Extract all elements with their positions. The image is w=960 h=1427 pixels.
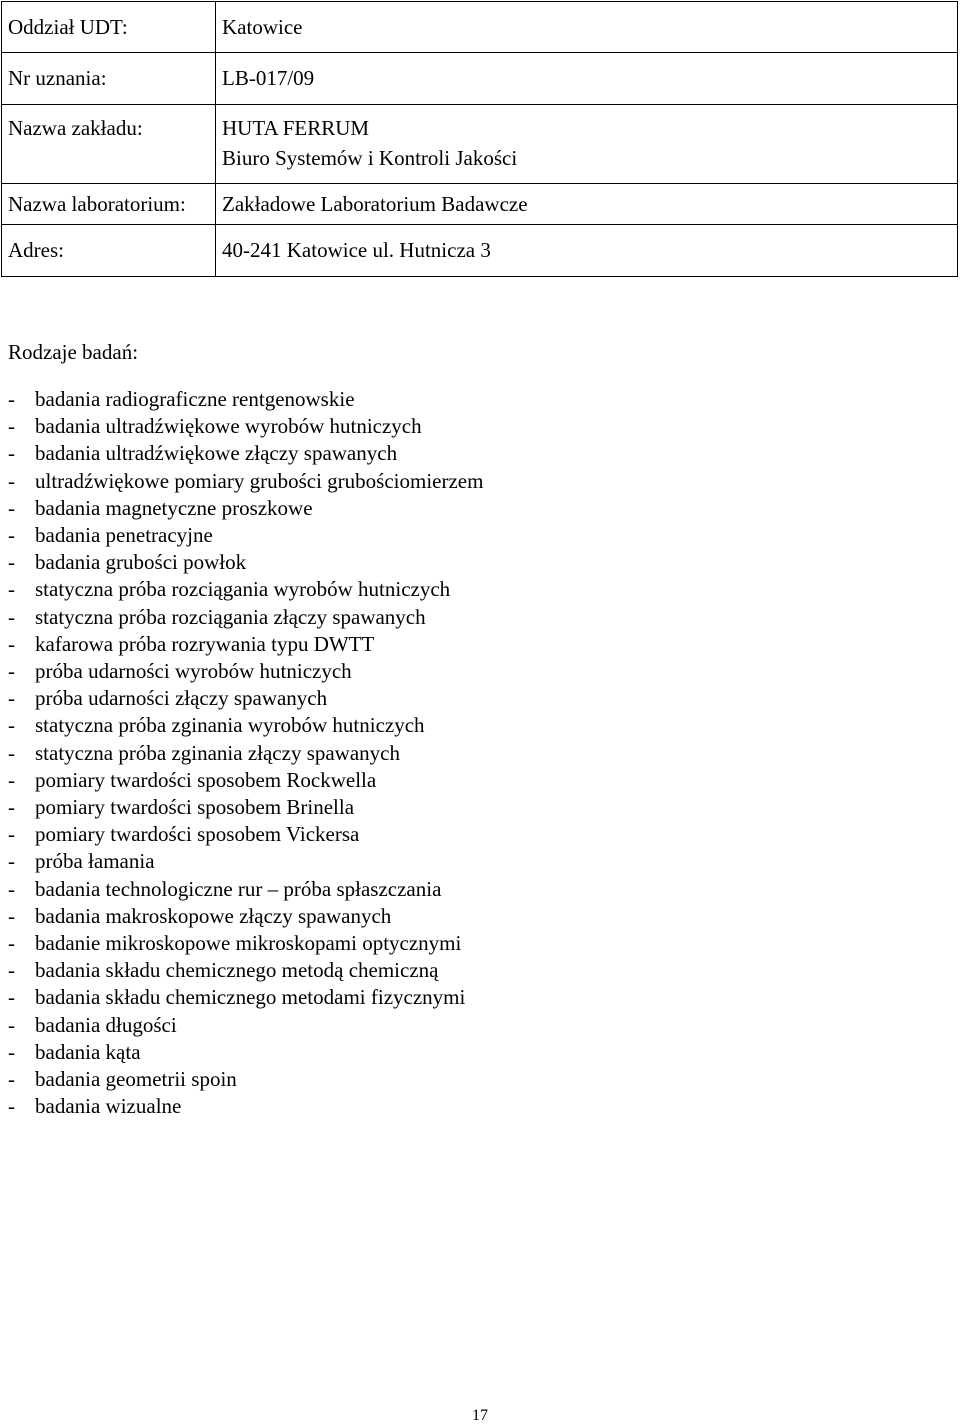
list-bullet: -	[8, 441, 15, 466]
section-title: Rodzaje badań:	[8, 340, 139, 364]
value-nr-uznania: LB-017/09	[216, 53, 958, 105]
list-item-text: badania radiograficzne rentgenowskie	[35, 387, 355, 411]
page-number: 17	[472, 1407, 488, 1424]
list-item	[8, 876, 483, 903]
list-bullet: -	[8, 903, 15, 928]
value-nazwa-zakladu: HUTA FERRUM	[216, 105, 958, 145]
list-item-text: pomiary twardości sposobem Brinella	[35, 795, 355, 820]
list-item	[8, 848, 483, 875]
list-item	[8, 1039, 483, 1066]
list-bullet: -	[8, 1067, 15, 1092]
list-bullet: -	[8, 713, 15, 738]
list-item-text: badania ultradźwiękowe złączy spawanych	[35, 441, 398, 466]
list-item-text: badania makroskopowe złączy spawanych	[35, 903, 392, 928]
list-item	[8, 903, 483, 930]
list-item	[8, 984, 483, 1011]
list-item-text: próba udarności złączy spawanych	[35, 686, 328, 711]
list-bullet: -	[8, 958, 15, 983]
list-item	[8, 386, 483, 413]
list-item-text: badania technologiczne rur – próba spłaszczania	[35, 876, 442, 901]
list-bullet: -	[8, 468, 15, 493]
row-nr-uznania	[2, 53, 958, 105]
label-nazwa-zakladu: Nazwa zakładu:	[2, 105, 216, 145]
list-item	[8, 495, 483, 522]
list-item	[8, 658, 483, 685]
list-item-text: kafarowa próba rozrywania typu DWTT	[35, 631, 375, 656]
list-item-text: statyczna próba rozciągania wyrobów hutniczych	[35, 577, 451, 602]
list-item-text: próba udarności wyrobów hutniczych	[35, 659, 352, 684]
list-item-text: pomiary twardości sposobem Rockwella	[35, 767, 377, 792]
label-empty	[2, 144, 216, 184]
list-bullet: -	[8, 523, 15, 548]
list-item-text: badania składu chemicznego metodami fizycznymi	[35, 985, 466, 1010]
row-nazwa-zakladu	[2, 105, 958, 145]
list-item-text: badania wizualne	[35, 1094, 182, 1119]
list-bullet: -	[8, 822, 15, 847]
list-item	[8, 685, 483, 712]
list-item	[8, 468, 483, 495]
list-bullet: -	[8, 767, 15, 792]
list-bullet: -	[8, 1039, 15, 1064]
list-item	[8, 794, 483, 821]
list-bullet: -	[8, 387, 15, 411]
list-item	[8, 413, 483, 440]
tests-list	[8, 386, 483, 1120]
list-item-text: badania długości	[35, 1012, 177, 1037]
list-item-text: badania magnetyczne proszkowe	[35, 495, 313, 520]
list-bullet: -	[8, 631, 15, 656]
info-table	[1, 1, 958, 277]
list-bullet: -	[8, 1012, 15, 1037]
list-item-text: badania ultradźwiękowe wyrobów hutniczych	[35, 414, 422, 439]
list-item	[8, 631, 483, 658]
row-nazwa-zakladu-cont	[2, 144, 958, 184]
list-bullet: -	[8, 849, 15, 874]
value-oddzial: Katowice	[216, 2, 958, 53]
list-item-text: statyczna próba zginania złączy spawanych	[35, 740, 400, 765]
list-item	[8, 549, 483, 576]
list-bullet: -	[8, 740, 15, 765]
list-bullet: -	[8, 795, 15, 820]
list-item	[8, 930, 483, 957]
list-item	[8, 821, 483, 848]
list-item	[8, 740, 483, 767]
list-item	[8, 957, 483, 984]
label-adres: Adres:	[2, 225, 216, 277]
list-item	[8, 1066, 483, 1093]
value-nazwa-zakladu-2: Biuro Systemów i Kontroli Jakości	[216, 144, 958, 184]
list-item	[8, 440, 483, 467]
list-item-text: badania grubości powłok	[35, 550, 247, 575]
list-bullet: -	[8, 876, 15, 901]
list-item-text: badania kąta	[35, 1039, 141, 1064]
list-bullet: -	[8, 604, 15, 629]
row-oddzial	[2, 2, 958, 53]
list-bullet: -	[8, 1094, 15, 1119]
label-nr-uznania: Nr uznania:	[2, 53, 216, 105]
list-bullet: -	[8, 577, 15, 602]
list-item-text: statyczna próba zginania wyrobów hutniczych	[35, 713, 425, 738]
row-adres	[2, 225, 958, 277]
list-item	[8, 712, 483, 739]
list-item-text: próba łamania	[35, 849, 155, 874]
list-bullet: -	[8, 931, 15, 956]
list-item	[8, 767, 483, 794]
list-item	[8, 1093, 483, 1120]
list-bullet: -	[8, 686, 15, 711]
list-item	[8, 522, 483, 549]
list-item-text: badania geometrii spoin	[35, 1067, 237, 1092]
list-bullet: -	[8, 985, 15, 1010]
list-item-text: badania penetracyjne	[35, 523, 213, 548]
label-nazwa-laboratorium: Nazwa laboratorium:	[2, 184, 216, 225]
label-oddzial: Oddział UDT:	[2, 2, 216, 53]
list-item	[8, 1012, 483, 1039]
list-bullet: -	[8, 495, 15, 520]
list-bullet: -	[8, 659, 15, 684]
list-bullet: -	[8, 414, 15, 439]
list-item-text: pomiary twardości sposobem Vickersa	[35, 822, 360, 847]
list-item	[8, 576, 483, 603]
row-nazwa-laboratorium	[2, 184, 958, 225]
list-item-text: ultradźwiękowe pomiary grubości grubościomierzem	[35, 468, 484, 493]
value-adres: 40-241 Katowice ul. Hutnicza 3	[216, 225, 958, 277]
list-item	[8, 604, 483, 631]
list-item-text: statyczna próba rozciągania złączy spawanych	[35, 604, 426, 629]
value-nazwa-laboratorium: Zakładowe Laboratorium Badawcze	[216, 184, 958, 225]
list-bullet: -	[8, 550, 15, 575]
list-item-text: badania składu chemicznego metodą chemiczną	[35, 958, 439, 983]
list-item-text: badanie mikroskopowe mikroskopami optycznymi	[35, 931, 462, 956]
